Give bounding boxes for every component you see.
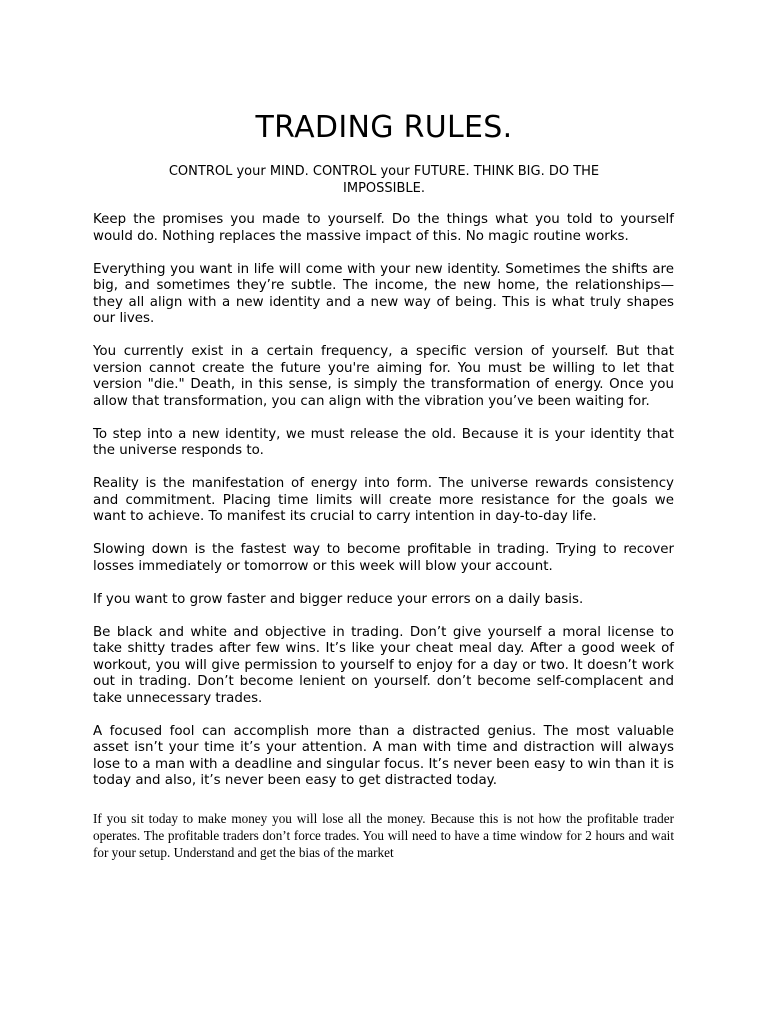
paragraph-frequency: You currently exist in a certain frequency, a specific version of yourself. But that version cannot create the future you're aiming for. You must be willing to let that version "die." Death, in this sense, is simply the transformation of energy. Once you allow that transformation, you can align with the vibration you’ve been waiting for. [93,344,674,409]
paragraph-objective: Be black and white and objective in trading. Don’t give yourself a moral license to take shitty trades after few wins. It’s like your cheat meal day. After a good week of workout, you will give permission to yourself to enjoy for a day or two. It doesn’t work out in trading. Don’t become lenient on yourself. don’t become self-complacent and take unnecessary trades. [93,624,674,706]
paragraph-slowing-down: Slowing down is the fastest way to become profitable in trading. Trying to recover losses immediately or tomorrow or this week will blow your account. [93,542,674,574]
paragraph-reality: Reality is the manifestation of energy into form. The universe rewards consistency and commitment. Placing time limits will create more resistance for the goals we want to achieve. To manifest its crucial to carry intention in day-to-day life. [93,476,674,524]
document-subtitle: CONTROL your MIND. CONTROL your FUTURE. THINK BIG. DO THE IMPOSSIBLE. [168,164,600,196]
document-title: TRADING RULES. [255,110,513,145]
paragraph-time-window: If you sit today to make money you will lose all the money. Because this is not how the profitable trader operates. The profitable traders don’t force trades. You will need to have a time window for 2 hours and wait for your setup. Understand and get the bias of the market [93,810,674,860]
paragraph-promises: Keep the promises you made to yourself. Do the things what you told to yourself would do. Nothing replaces the massive impact of this. No magic routine works. [93,212,674,244]
paragraph-reduce-errors: If you want to grow faster and bigger reduce your errors on a daily basis. [93,591,584,607]
document-body [93,212,674,877]
paragraph-identity: Everything you want in life will come with your new identity. Sometimes the shifts are big, and sometimes they’re subtle. The income, the new home, the relationships—they all align with a new identity and a new way of being. This is what truly shapes our lives. [93,261,674,326]
paragraph-release: To step into a new identity, we must release the old. Because it is your identity that the universe responds to. [93,426,674,458]
paragraph-focus: A focused fool can accomplish more than a distracted genius. The most valuable asset isn’t your time it’s your attention. A man with time and distraction will always lose to a man with a deadline and singular focus. It’s never been easy to win than it is today and also, it’s never been easy to get distracted today. [93,723,674,788]
